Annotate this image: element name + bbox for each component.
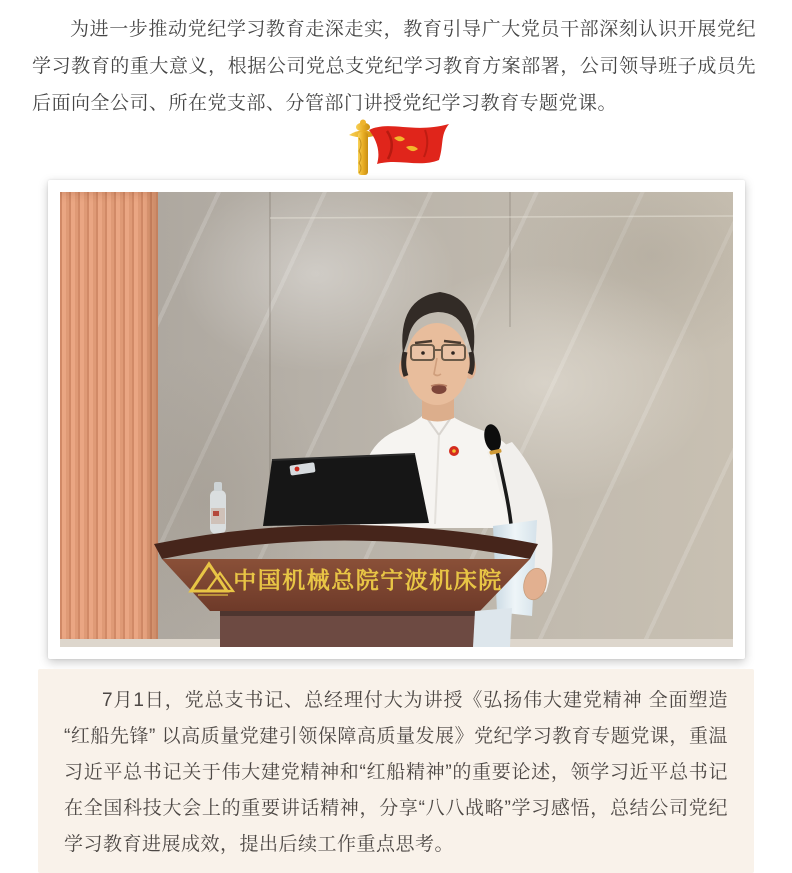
summary-paragraph: 7月1日，党总支书记、总经理付大为讲授《弘扬伟大建党精神 全面塑造“红船先锋” 以高质量党建引领保障高质量发展》党纪学习教育专题党课，重温习近平总书记关于伟大建党精神和“红船精神”的重要论述，领学习近平总书记在全国科技大会上的重要讲话精神，分享“八八战略”学习感悟，总结公司党纪学习教育进展成效，提出后续工作重点思考。 [64,690,728,855]
intro-paragraph: 为进一步推动党纪学习教育走深走实，教育引导广大党员干部深刻认识开展党纪学习教育的重大意义，根据公司党总支党纪学习教育方案部署，公司领导班子成员先后面向全公司、所在党支部、分管部门讲授党纪学习教育专题党课。 [32,19,756,114]
photo-illustration [60,192,733,647]
golden-pillar [349,120,377,176]
flag-divider [0,118,792,180]
photo-scene [60,192,733,647]
summary-box [38,669,754,873]
water-bottle [210,482,226,534]
podium [154,520,538,647]
party-flag-icon [337,118,455,178]
speech-photo[interactable] [48,180,745,659]
red-flag [369,124,449,164]
podium-nameplate: 中国机械总院宁波机床院 [233,568,503,593]
laptop [263,454,429,526]
